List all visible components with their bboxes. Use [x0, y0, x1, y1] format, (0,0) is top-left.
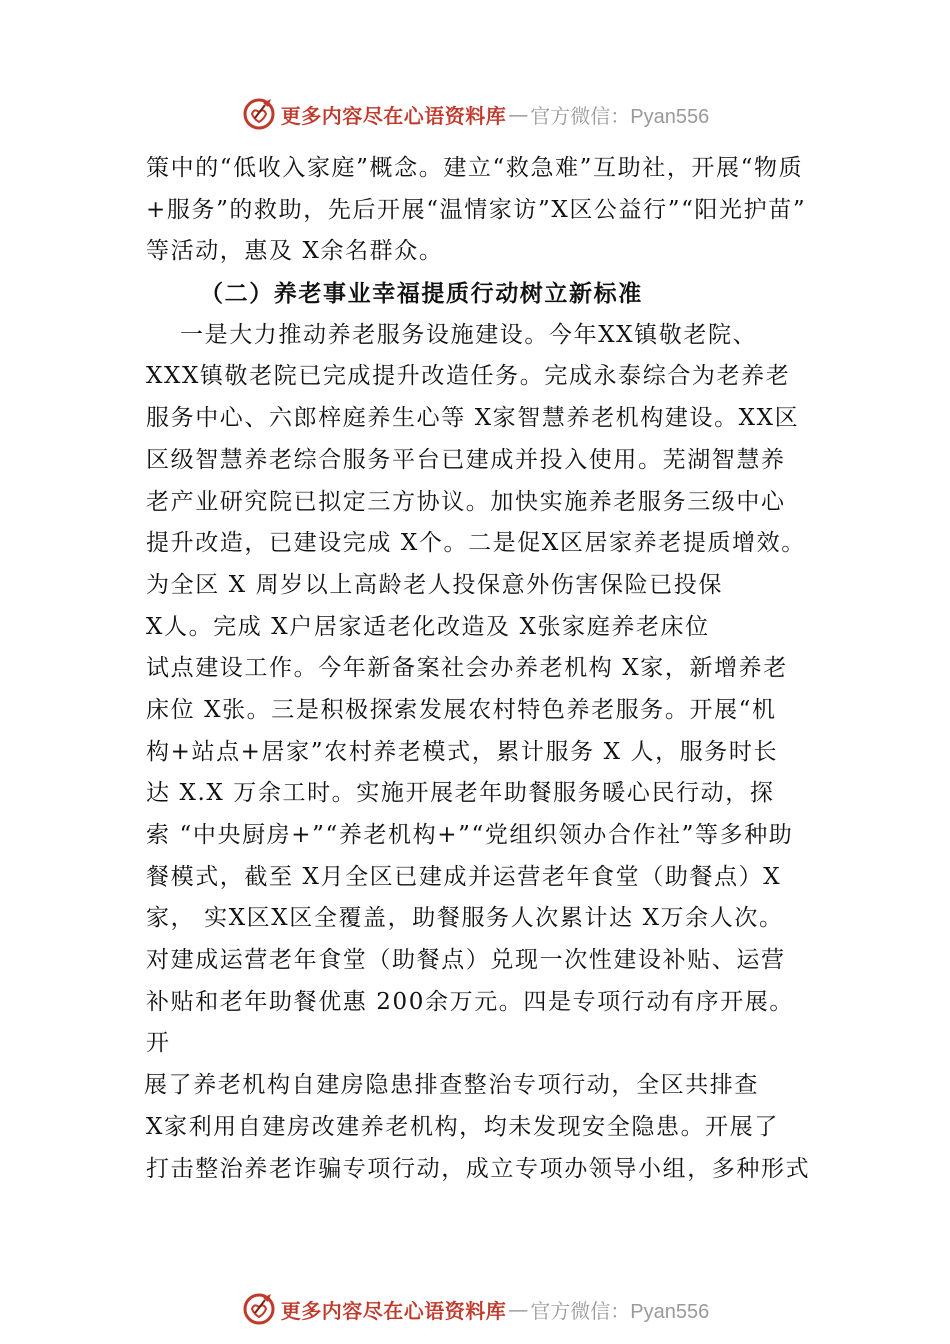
text-line: 试点建设工作。今年新备案社会办养老机构 X家，新增养老: [146, 655, 788, 682]
text-line: 餐模式，截至 X月全区已建成并运营老年食堂（助餐点）X: [146, 863, 782, 890]
watermark-text: 更多内容尽在心语资料库: [280, 1298, 507, 1323]
watermark-text: 更多内容尽在心语资料库: [280, 103, 507, 128]
text-line: 对建成运营老年食堂（助餐点）兑现一次性建设补贴、运营: [146, 947, 786, 974]
text-line: 构+站点+居家”农村养老模式，累计服务 X 人，服务时长: [146, 738, 779, 765]
text-line: 开: [146, 1030, 171, 1057]
watermark-banner-top: [0, 92, 950, 136]
text-line: XXX镇敬老院已完成提升改造任务。完成永泰综合为老养老: [146, 363, 791, 390]
text-line: 区级智慧养老综合服务平台已建成并投入使用。芜湖智慧养: [146, 446, 786, 473]
section-heading: （二）养老事业幸福提质行动树立新标准: [200, 280, 643, 308]
text-line: 补贴和老年助餐优惠 200余万元。四是专项行动有序开展。: [146, 988, 795, 1015]
text-line: 索 “中央厨房+”“养老机构+”“党组织领办合作社”等多种助: [146, 822, 794, 848]
text-line: 策中的“低收入家庭”概念。建立“救急难”互助社，开展“物质: [146, 155, 804, 181]
text-line: 提升改造，已建设完成 X个。二是促X区居家养老提质增效。: [146, 530, 806, 557]
text-line: 老产业研究院已拟定三方协议。加快实施养老服务三级中心: [146, 488, 786, 515]
text-line: +服务”的救助，先后开展“温情家访”X区公益行”“阳光护苗”: [146, 196, 807, 223]
pen-heart-logo-icon: [241, 96, 277, 132]
watermark-contact: 官方微信：Pyan556: [530, 1300, 710, 1323]
document-body: [146, 148, 826, 1190]
text-line: X人。完成 X户居家适老化改造及 X张家庭养老床位: [146, 613, 710, 640]
watermark-contact: 官方微信：Pyan556: [530, 105, 710, 128]
text-line: 展了养老机构自建房隐患排查整治专项行动，全区共排查: [144, 1072, 759, 1099]
watermark-banner-bottom: [0, 1287, 950, 1331]
paragraph-first-line: 一是大力推动养老服务设施建设。今年XX镇敬老院、: [180, 321, 758, 348]
text-line: 服务中心、六郎梓庭养生心等 X家智慧养老机构建设。XX区: [146, 405, 800, 432]
text-line: X家利用自建房改建养老机构，均未发现安全隐患。开展了: [146, 1113, 779, 1140]
text-line: 床位 X张。三是积极探索发展农村特色养老服务。开展“机: [146, 696, 777, 723]
watermark-dash: —: [508, 1297, 529, 1321]
text-line: 等活动，惠及 X余名群众。: [146, 238, 444, 265]
text-line: 为全区 X 周岁以上高龄老人投保意外伤害保险已投保: [146, 571, 723, 598]
text-line: 达 X.X 万余工时。实施开展老年助餐服务暖心民行动，探: [146, 780, 775, 807]
watermark-dash: —: [508, 102, 529, 126]
pen-heart-logo-icon: [241, 1291, 277, 1327]
text-line: 打击整治养老诈骗专项行动，成立专项办领导小组，多种形式: [146, 1155, 811, 1182]
text-line: 家， 实X区X区全覆盖，助餐服务人次累计达 X万余人次。: [146, 905, 784, 932]
